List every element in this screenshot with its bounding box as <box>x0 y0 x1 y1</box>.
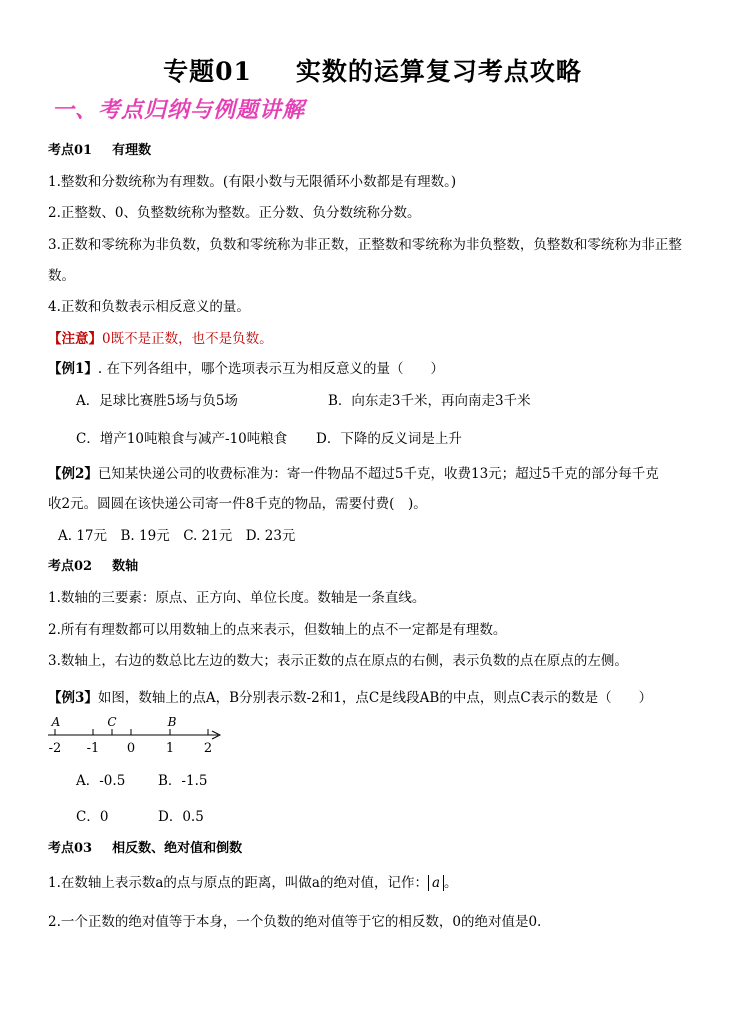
example-2: 【例2】已知某快递公司的收费标准为：寄一件物品不超过5千克，收费13元；超过5千克的部分每千克 <box>48 466 659 482</box>
ex3-option-a: A．-0.5 <box>76 773 126 789</box>
absolute-value-notation: a <box>428 875 444 891</box>
k1-line-1: 1.整数和分数统称为有理数。(有限小数与无限循环小数都是有理数。) <box>48 174 457 190</box>
ex3-option-d: D．0.5 <box>158 809 204 825</box>
ex1-option-a: A．足球比赛胜5场与负5场 <box>76 393 238 409</box>
page-title <box>0 52 745 88</box>
title-topic-number: 专题01 <box>163 57 252 86</box>
tick-label: 0 <box>126 741 136 756</box>
k2-line-3: 3.数轴上，右边的数总比左边的数大；表示正数的点在原点的右侧，表示负数的点在原点的左侧。 <box>48 653 628 669</box>
kaodian-01-heading: 考点01 有理数 <box>48 143 152 158</box>
ex3-option-c: C．0 <box>76 809 109 825</box>
section-heading: 一、考点归纳与例题讲解 <box>52 98 306 123</box>
ex1-option-b: B．向东走3千米，再向南走3千米 <box>328 393 531 409</box>
point-label-b: B <box>167 715 177 729</box>
k1-line-3: 3.正数和零统称为非负数，负数和零统称为非正数，正整数和零统称为非负整数，负整数和零统称为非正整 <box>48 237 682 253</box>
ex2-line-2: 收2元。圆圆在该快递公司寄一件8千克的物品，需要付费( )。 <box>48 496 427 512</box>
ex1-option-c: C．增产10吨粮食与减产-10吨粮食 <box>76 431 288 447</box>
k1-line-2: 2.正整数、0、负整数统称为整数。正分数、负分数统称分数。 <box>48 205 421 221</box>
note: 【注意】0既不是正数，也不是负数。 <box>48 331 273 347</box>
title-topic-name: 实数的运算复习考点攻略 <box>295 57 582 86</box>
point-label-a: A <box>51 715 61 729</box>
example-3: 【例3】如图，数轴上的点A，B分别表示数-2和1，点C是线段AB的中点，则点C表示的数是（ ） <box>48 690 653 706</box>
number-line-figure <box>40 712 240 758</box>
tick-label: -2 <box>48 741 62 756</box>
k1-line-4: 4.正数和负数表示相反意义的量。 <box>48 299 250 315</box>
k3-line-2: 2.一个正数的绝对值等于本身，一个负数的绝对值等于它的相反数，0的绝对值是0. <box>48 914 542 930</box>
k2-line-2: 2.所有有理数都可以用数轴上的点来表示，但数轴上的点不一定都是有理数。 <box>48 622 507 638</box>
kaodian-03-heading: 考点03 相反数、绝对值和倒数 <box>48 841 243 856</box>
k3-line-1: 1.在数轴上表示数a的点与原点的距离，叫做a的绝对值，记作： a 。 <box>48 875 458 891</box>
k1-line-3-cont: 数。 <box>48 268 75 284</box>
tick-label: 1 <box>165 741 175 756</box>
point-label-c: C <box>107 715 117 729</box>
tick-label: -1 <box>86 741 100 756</box>
k2-line-1: 1.数轴的三要素：原点、正方向、单位长度。数轴是一条直线。 <box>48 590 426 606</box>
example-1: 【例1】. 在下列各组中，哪个选项表示互为相反意义的量（ ） <box>48 361 444 377</box>
kaodian-02-heading: 考点02 数轴 <box>48 559 139 574</box>
tick-label: 2 <box>203 741 213 756</box>
ex3-option-b: B．-1.5 <box>158 773 208 789</box>
ex2-options: A. 17元 B. 19元 C. 21元 D. 23元 <box>58 528 296 544</box>
ex1-option-d: D．下降的反义词是上升 <box>316 431 462 447</box>
